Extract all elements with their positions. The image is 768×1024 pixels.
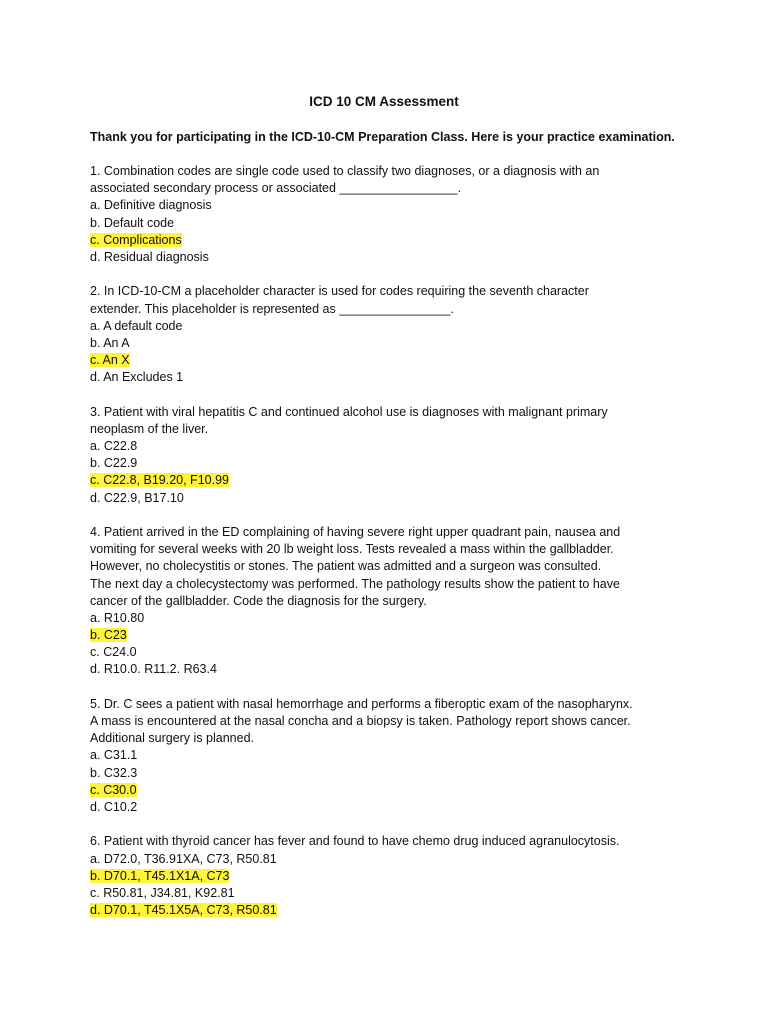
answer-option-text: a. C31.1	[90, 748, 138, 763]
answer-option	[90, 610, 690, 627]
answer-option	[90, 215, 690, 232]
highlighted-answer-text: c. An X	[90, 353, 130, 368]
question-text-line: A mass is encountered at the nasal concha and a biopsy is taken. Pathology report shows cancer.	[90, 714, 631, 728]
answer-option	[90, 902, 690, 919]
answer-option-text: a. D72.0, T36.91XA, C73, R50.81	[90, 851, 277, 866]
answer-option-text: a. A default code	[90, 318, 183, 333]
answer-option	[90, 352, 690, 369]
answer-option	[90, 885, 690, 902]
question-text-line: Additional surgery is planned.	[90, 731, 254, 746]
answer-option	[90, 318, 690, 335]
question-text-line: 3. Patient with viral hepatitis C and continued alcohol use is diagnoses with malignant primary	[90, 404, 608, 419]
document-title: ICD 10 CM Assessment	[309, 94, 459, 109]
question-4	[90, 524, 690, 679]
answer-option	[90, 851, 690, 868]
answer-option-text: a. R10.80	[90, 610, 145, 625]
answer-option-text: b. An A	[90, 335, 130, 350]
question-list	[90, 163, 690, 936]
answer-option-text: d. C10.2	[90, 799, 138, 814]
answer-option	[90, 747, 690, 764]
question-text-line: 2. In ICD-10-CM a placeholder character is used for codes requiring the seventh character	[90, 284, 589, 299]
question-text-line: 5. Dr. C sees a patient with nasal hemorrhage and performs a fiberoptic exam of the nasopharynx.	[90, 696, 633, 711]
question-text-line: neoplasm of the liver.	[90, 421, 209, 436]
answer-option-text: d. R10.0. R11.2. R63.4	[90, 662, 217, 677]
answer-option	[90, 799, 690, 816]
highlighted-answer-text: b. C23	[90, 628, 127, 643]
highlighted-answer-text: c. C22.8, B19.20, F10.99	[90, 473, 229, 488]
answer-option-text: b. Default code	[90, 215, 175, 230]
question-2	[90, 283, 690, 386]
answer-option	[90, 490, 690, 507]
answer-option-text: b. C32.3	[90, 765, 138, 780]
question-text-line: The next day a cholecystectomy was performed. The pathology results show the patient to have	[90, 576, 620, 591]
answer-option	[90, 644, 690, 661]
highlighted-answer-text: b. D70.1, T45.1X1A, C73	[90, 868, 230, 883]
highlighted-answer-text: c. C30.0	[90, 782, 137, 797]
question-5	[90, 696, 690, 816]
question-1	[90, 163, 690, 266]
answer-option	[90, 868, 690, 885]
question-text-line: associated secondary process or associated _________________.	[90, 181, 462, 196]
question-6	[90, 833, 690, 919]
answer-option-text: c. C24.0	[90, 645, 137, 660]
question-text-line: However, no cholecystitis or stones. The patient was admitted and a surgeon was consulted.	[90, 559, 602, 574]
answer-option	[90, 335, 690, 352]
answer-option	[90, 249, 690, 266]
answer-option-text: a. C22.8	[90, 439, 138, 453]
question-text-line: vomiting for several weeks with 20 lb weight loss. Tests revealed a mass within the gallbladder.	[90, 542, 614, 557]
answer-option-text: d. Residual diagnosis	[90, 249, 209, 264]
answer-option	[90, 472, 690, 489]
question-text-line: 6. Patient with thyroid cancer has fever and found to have chemo drug induced agranulocytosis.	[90, 834, 620, 849]
answer-option	[90, 765, 690, 782]
answer-option	[90, 232, 690, 249]
question-text-line: 4. Patient arrived in the ED complaining of having severe right upper quadrant pain, nausea and	[90, 524, 621, 539]
answer-option-text: a. Definitive diagnosis	[90, 198, 212, 213]
question-text-line: extender. This placeholder is represented as ________________.	[90, 301, 454, 316]
answer-option-text: d. An Excludes 1	[90, 370, 184, 385]
highlighted-answer-text: c. Complications	[90, 232, 182, 247]
answer-option	[90, 197, 690, 214]
answer-option	[90, 438, 690, 455]
question-text-line: 1. Combination codes are single code used to classify two diagnoses, or a diagnosis with an	[90, 164, 600, 178]
intro-text: Thank you for participating in the ICD-10-CM Preparation Class. Here is your practice examination.	[90, 130, 675, 144]
answer-option-text: d. C22.9, B17.10	[90, 490, 184, 505]
answer-option-text: c. R50.81, J34.81, K92.81	[90, 885, 235, 900]
answer-option-text: b. C22.9	[90, 456, 138, 471]
answer-option	[90, 782, 690, 799]
highlighted-answer-text: d. D70.1, T45.1X5A, C73, R50.81	[90, 903, 277, 918]
answer-option	[90, 627, 690, 644]
question-text-line: cancer of the gallbladder. Code the diagnosis for the surgery.	[90, 593, 427, 608]
answer-option	[90, 661, 690, 678]
answer-option	[90, 369, 690, 386]
question-3	[90, 404, 690, 507]
answer-option	[90, 455, 690, 472]
